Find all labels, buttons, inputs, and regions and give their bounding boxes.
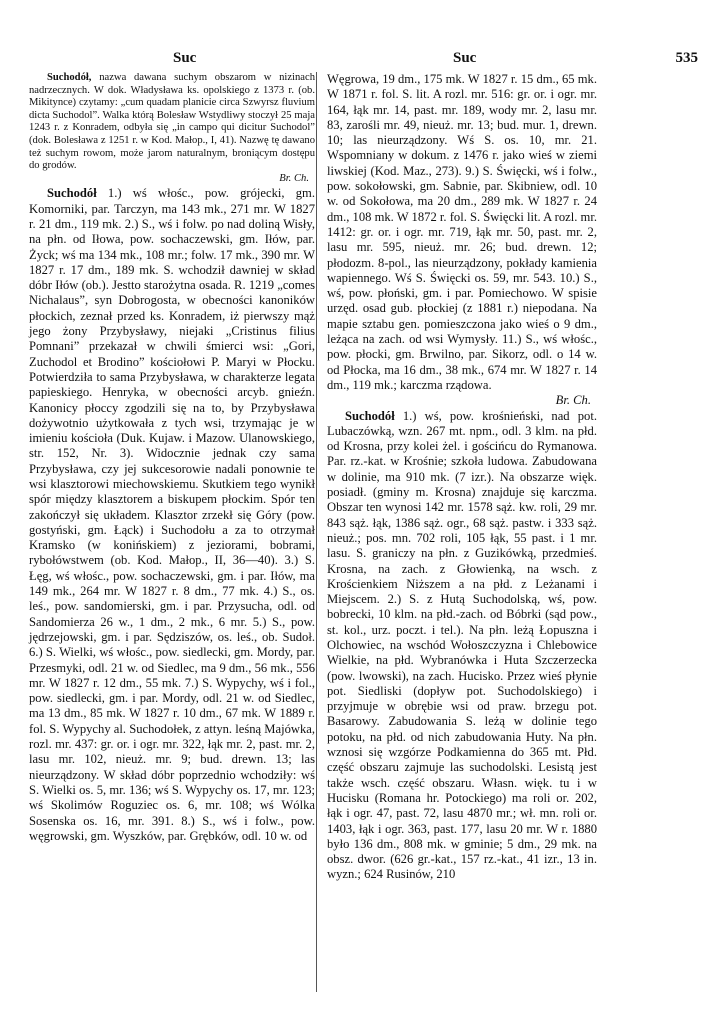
- entry-headword: Suchodół,: [47, 72, 92, 83]
- author-signature: Br. Ch.: [555, 393, 591, 408]
- entry-suchodol-general: [29, 72, 315, 185]
- entry-headword: Suchodół: [345, 408, 395, 423]
- running-head-left: Suc: [173, 50, 197, 66]
- left-column: [29, 72, 315, 844]
- entry-continuation: [327, 72, 597, 409]
- entry-suchodol-galicia: [327, 409, 597, 883]
- running-head-center: Suc: [453, 50, 477, 66]
- entry-text: Węgrowa, 19 dm., 175 mk. W 1827 r. 15 dm., 65 mk. W 1871 r. fol. S. lit. A rozl. mr. 516: gr. or. i ogr. mr. 164, łąk mr. 14, past. mr. 189, wody mr. 2, lasu mr. 83, zarośli mr. 49, nieuż. mr. 13; bud. mur. 1, drewn. 10; las nieurządzony. Wś S. os. 10, mr. 21. Wspomniany w dokum. z 1476 r. jako wieś w ziemi liwskiej (Kod. Maz., 273). 9.) S. Święcki, wś i folw., pow. sokołowski, gm. Sabnie, par. Skibniew, odl. 10 w. od Sokołowa, ma 20 dm., 289 mk. W 1827 r. 24 dm., 108 mk. W 1872 r. fol. S. Święcki lit. A rozl. mr. 1412: gr. or. i ogr. mr. 719, łąk mr. 50, past. mr. 2, lasu mr. 595, nieuż. mr. 26; bud. drewn. 12; płodozm. 8-pol., las nieurządzony, pokłady kamienia wapiennego. Wś S. Święcki os. 59, mr. 543. 10.) S., wś, pow. płoński, gm. i par. Pomiechowo. W spisie urzęd. osad gub. płockiej (z 1881 r.) niepodana. Na mapie sztabu gen. pomieszczona jako wieś o 9 dm., leżąca na zach. od wsi Wymysły. 11.) S., wś włośc., pow. płocki, gm. Brwilno, par. Sikorz, odl. o 14 w. od Płocka, ma 16 dm., 38 mk., 674 mr. W 1827 r. 14 dm., 119 mk.; karczma rządowa.: [327, 72, 597, 392]
- entry-suchodol-villages: [29, 186, 315, 844]
- column-divider: [316, 72, 317, 992]
- running-head: [28, 50, 698, 70]
- author-signature: Br. Ch.: [279, 172, 309, 184]
- entry-text: nazwa dawana suchym obszarom w nizinach nadrzecznych. W dok. Władysława ks. opolskiego z 1373 r. (ob. Mikitynce) czytamy: „cum quadam planicie circa Szwyrsz fluvium dicta Suchodol”. Walka którą Bolesław Wstydliwy stoczył 25 maja 1243 r. z Konradem, odbyła się „in campo qui dicitur Suchodol” (dok. Bolesława z 1251 r. w Kod. Małop., I, 41). Nazwę tę dawano też suchym rowom, może jarom naturalnym, broniącym dostępu do grodów.: [29, 72, 315, 172]
- right-column: [327, 72, 597, 883]
- entry-text: 1.) wś, pow. krośnieński, nad pot. Lubaczówką, wzn. 267 mt. npm., odl. 3 klm. na płd. od Krosna, przy kolei żel. i gościńcu do Rymanowa. Par. rz.-kat. w Krośnie; szkoła ludowa. Zabudowana w dolinie, ma 910 mk. (7 izr.). Na obszarze więk. posiadł. (gminy m. Krosna) znajduje się karczma. Obszar ten wynosi 142 mr. 1578 sąż. kw. roli, 29 mr. 843 sąż. łąk, 1386 sąż. ogr., 68 sąż. pastw. i 333 sąż. nieuż.; pos. mn. 702 roli, 105 łąk, 55 past. i 1 mr. lasu. S. graniczy na płn. z Guzikówką, przedmieś. Krosna, na zach. z Głowienką, na wsch. z Krościenkiem Niższem a na płd. z Leżanami i Miejscem. 2.) S. z Hutą Suchodolską, wś, pow. bobrecki, 10 klm. na płd.-zach. od Bóbrki (sąd pow., st. kol., urz. poczt. i tel.). Na płn. leżą Łopuszna i Olchowiec, na wschód Wołoszczyzna i Chlebowice Wielkie, na płd. Wybranówka i Huta Szczerzecka (pow. lwowski), na zach. Hucisko. Przez wieś płynie pot. Siedliski (dopływ pot. Suchodolskiego) i przyjmuje w obrębie wsi od praw. brzegu pot. Basarowy. Zabudowania S. leżą w dolinie tego potoku, na płd. od nich zabudowania Huty. Na płn. wznosi się wzgórze Podkamienna do 365 mt. Płd. część obszaru zajmuje las suchodolski. Lesistą jest także wsch. część obszaru. Własn. więk. tu i w Hucisku (Romana hr. Potockiego) ma roli or. 202, łąk i ogr. 47, past. 72, lasu 4870 mr.; wł. mn. roli or. 1403, łąk i ogr. 363, past. 177, lasu 20 mr. W r. 1880 było 136 dm., 808 mk. w gminie; 5 dm., 29 mk. na obsz. dwor. (626 gr.-kat., 157 rz.-kat., 41 izr., 13 in. wyzn.; 624 Rusinów, 210: [327, 408, 597, 882]
- page-number: 535: [675, 50, 698, 66]
- entry-headword: Suchodół: [47, 186, 97, 201]
- entry-text: 1.) wś włośc., pow. grójecki, gm. Komorniki, par. Tarczyn, ma 143 mk., 271 mr. W 1827 r. 21 dm., 119 mk. 2.) S., wś i folw. po nad doliną Wisły, na płn. od Iłowa, pow. sochaczewski, gm. Iłów, par. Życk; wś ma 134 mk., 108 mr.; folw. 17 mk., 390 mr. W 1827 r. 17 dm., 189 mk. S. wchodził dawniej w skład dóbr Iłów (ob.). Jestto starożytna osada. R. 1219 „comes Nichalaus”, syn Dobrogosta, w obecności kanoników płockich, zeznał przed ks. Konradem, iż pierwszy mąż jego żony Przybysławy, niejaki „Cristinus filius Pomnani” przekazał w chwili śmierci wsi: „Gori, Zuchodol et Brodino” kościołowi P. Maryi w Płocku. Potwierdziła to sama Przybysława, w charakterze legata papieskiego. Henryka, w obecności arcyb. gnieźn. Kanonicy płoccy zgodzili się na to, by Przybysława dożywotnio użytkowała z tych wsi, trzymając je w imieniu kościoła (Duk. Kujaw. i Mazow. Ulanowskiego, str. 152, Nr. 3). Widocznie jednak czy sama Przybysława, czy jej sukcesorowie nadali ponownie te wsi klasztorowi miechowskiemu. Skutkiem tego wynikł spór między klasztorem a biskupem płockim. Spór ten zakończył się układem. Klasztor zrzekł się Góry (pow. gostyński, gm. Łąck) i Suchodołu a za to otrzymał Kramsko (w konińskiem) z jeziorami, bobrami, rybołówstwem (ob. Kod. Małop., II, 36—40). 3.) S. Łęg, wś włośc., pow. sochaczewski, gm. i par. Iłów, ma 149 mk., 264 mr. W 1827 r. 8 dm., 77 mk. 4.) S., os. leś., pow. sandomierski, gm. i par. Przysucha, odl. od Sandomierza 26 w., 1 dm., 2 mk., 6 mr. 5.) S., pow. jędrzejowski, gm. i par. Sędziszów, os. leś., ob. Sudoł. 6.) S. Wielki, wś włośc., pow. siedlecki, gm. Mordy, par. Przesmyki, odl. 21 w. od Siedlec, ma 9 dm., 56 mk., 556 mr. W 1827 r. 12 dm., 55 mk. 7.) S. Wypychy, wś i fol., pow. siedlecki, gm. i par. Mordy, odl. 21 w. od Siedlec, ma 13 dm., 85 mk. W 1827 r. 10 dm., 67 mk. W 1889 r. fol. S. Wypychy al. Suchodołek, z attyn. leśną Majówka, rozl. mr. 437: gr. or. i ogr. mr. 322, łąk mr. 2, past. mr. 2, lasu mr. 102, nieuż. mr. 9; bud. drewn. 13; las nieurządzony. W skład dóbr poprzednio wchodziły: wś S. Wielki os. 5, mr. 136; wś S. Wypychy os. 17, mr. 123; wś Skolimów Roguziec os. 6, mr. 108; wś Wólka Sosenska os. 16, mr. 391. 8.) S., wś i folw., pow. węgrowski, gm. Wyszków, par. Grębków, odl. 10 w. od: [29, 186, 315, 843]
